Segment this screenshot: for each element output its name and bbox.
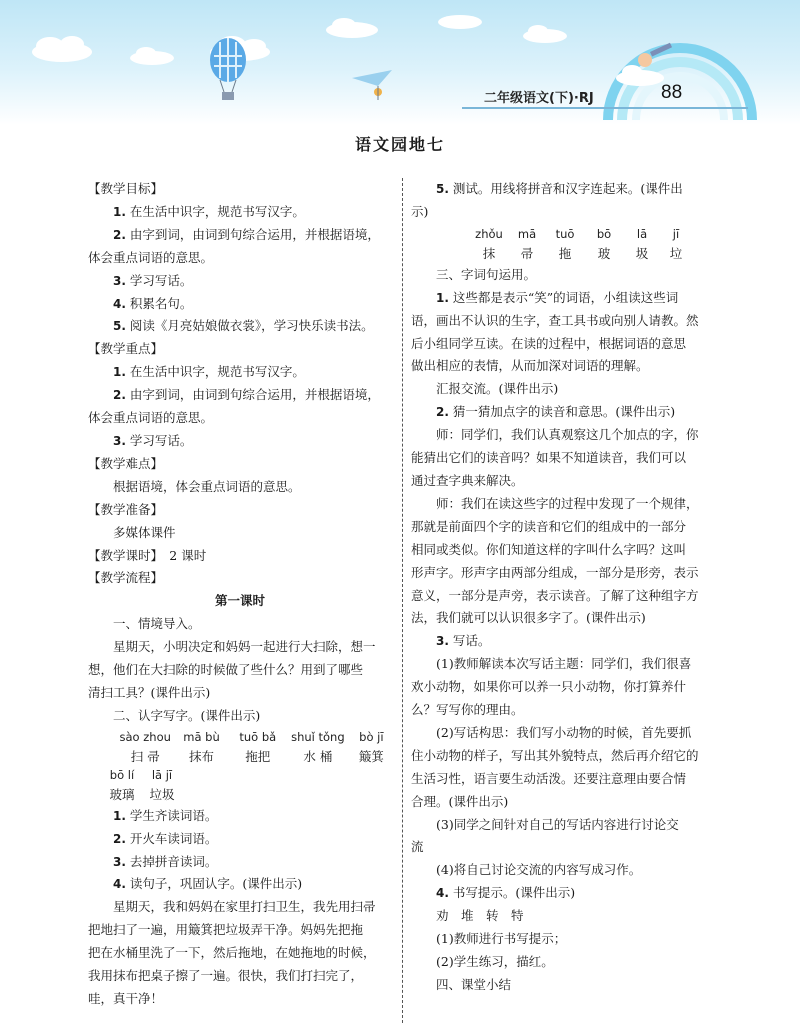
paragraph-line: 流 — [411, 839, 424, 855]
left-column — [88, 178, 392, 1011]
section-heading: 【教学准备】 — [88, 501, 164, 517]
paragraph-line: 么？写写你的理由。 — [411, 702, 524, 718]
paragraph-line: 星期天，小明决定和妈妈一起进行大扫除，想一 — [113, 639, 376, 655]
paragraph-line: (1)教师解读本次写话主题：同学们，我们很喜 — [436, 656, 692, 672]
paragraph-line: 生活习性，语言要生动活泼。还要注意理由要合情 — [411, 770, 687, 786]
paragraph-line: 做出相应的表情，从而加深对词语的理解。 — [411, 358, 649, 374]
list-item: 2. 由字到词，由词到句综合运用，并根据语境， — [113, 226, 380, 242]
test-pinyin: mā 帚 — [517, 226, 537, 261]
list-item: 5. 测试。用线将拼音和汉字连起来。(课件出 — [436, 181, 683, 196]
page-number: 88 — [661, 82, 683, 103]
paragraph-line: 合理。(课件出示) — [411, 793, 509, 809]
paragraph-line: 形声字。形声字由两部分组成，一部分是形旁，表示 — [411, 564, 699, 580]
hot-air-balloon-icon — [210, 38, 246, 100]
paragraph-line: 住小动物的样子，写出其外貌特点，然后再介绍它的 — [411, 747, 699, 763]
vocab-word: bò jī 簸箕 — [358, 729, 384, 764]
test-pinyin: bō 玻 — [596, 226, 612, 261]
vocab-row — [88, 729, 392, 767]
book-label: 二年级语文(下)·RJ — [484, 91, 594, 106]
paragraph-line: 那就是前面四个字的读音和它们的组成中的一部分 — [411, 518, 687, 534]
section-heading: 【教学流程】 — [88, 570, 164, 586]
paragraph-line: (2)学生练习，描红。 — [436, 954, 554, 969]
paragraph-line: 清扫工具？(课件出示) — [88, 684, 211, 700]
section-heading: 【教学难点】 — [88, 455, 164, 471]
cloud-icon — [438, 15, 482, 29]
list-item-cont: 体会重点词语的意思。 — [88, 410, 214, 426]
paragraph-line: 法，我们就可以认识很多字了。(课件出示) — [411, 610, 646, 626]
list-item: 5. 阅读《月亮姑娘做衣裳》，学习快乐读书法。 — [113, 318, 374, 334]
paragraph-line: 星期天，我和妈妈在家里打扫卫生，我先用扫帚 — [113, 899, 376, 915]
subsection-heading: 四、课堂小结 — [436, 976, 512, 992]
vocab-word: mā bù 抹布 — [183, 729, 220, 764]
section-heading: 【教学目标】 — [88, 181, 164, 196]
list-item: 1. 学生齐读词语。 — [113, 807, 218, 823]
list-item: 4. 读句子，巩固认字。(课件出示) — [113, 876, 303, 892]
vocab-row — [88, 767, 392, 805]
list-item: 1. 在生活中识字，规范书写汉字。 — [113, 203, 305, 219]
test-pinyin: zhǒu 抹 — [475, 226, 503, 261]
list-item: 4. 书写提示。(课件出示) — [436, 885, 576, 901]
vocab-word: shuǐ tǒng 水 桶 — [291, 729, 345, 764]
column-divider — [402, 178, 403, 1023]
header-rule — [462, 107, 748, 109]
paragraph-line: 意义，一部分是声旁，表示读音。了解了这种组字方 — [411, 587, 699, 603]
paragraph-line: 想，他们在大扫除的时候做了些什么？用到了哪些 — [88, 662, 364, 678]
subsection-heading: 三、字词句运用。 — [436, 266, 537, 282]
cloud-icon — [32, 36, 92, 62]
cloud-icon — [326, 18, 378, 38]
test-pinyin: jī 垃 — [669, 226, 683, 261]
vocab-word: bō lí 玻璃 — [109, 767, 135, 802]
page-title: 语文园地七 — [354, 135, 445, 154]
paragraph-line: (2)写话构思：我们写小动物的时候，首先要抓 — [436, 724, 692, 740]
paragraph-line: 哇，真干净！ — [88, 991, 164, 1006]
paragraph-line: 我用抹布把桌子擦了一遍。很快，我们打扫完了， — [88, 968, 364, 984]
paragraph-line: 师：我们在读这些字的过程中发现了一个规律， — [436, 495, 699, 511]
list-item: 3. 学习写话。 — [113, 272, 193, 288]
subsection-heading: 一、情境导入。 — [113, 616, 201, 632]
list-item: 1. 在生活中识字，规范书写汉字。 — [113, 364, 305, 380]
test-pinyin: tuō 拖 — [555, 226, 575, 261]
lesson-title: 第一课时 — [214, 593, 265, 609]
paragraph-line: 师：同学们，我们认真观察这几个加点的字，你 — [436, 427, 699, 443]
section-heading: 【教学课时】 2 课时 — [88, 547, 207, 563]
paragraph: 汇报交流。(课件出示) — [436, 381, 559, 397]
subsection-heading: 二、认字写字。(课件出示) — [113, 707, 261, 723]
paragraph-line: 把地扫了一遍，用簸箕把垃圾弄干净。妈妈先把拖 — [88, 922, 364, 938]
cloud-icon — [523, 25, 567, 43]
paragraph: 多媒体课件 — [113, 524, 176, 540]
cloud-icon — [130, 47, 174, 65]
test-pinyin-row — [411, 226, 716, 264]
list-item: 3. 去掉拼音读词。 — [113, 853, 218, 869]
list-item: 4. 积累名句。 — [113, 295, 193, 311]
vocab-word: lā jī 垃圾 — [149, 767, 175, 802]
list-item: 2. 猜一猜加点字的读音和意思。(课件出示) — [436, 404, 676, 420]
list-item-cont: 示) — [411, 203, 429, 219]
list-item: 2. 开火车读词语。 — [113, 830, 218, 846]
list-item: 2. 由字到词，由词到句综合运用，并根据语境， — [113, 387, 380, 403]
paragraph-line: 通过查字典来解决。 — [411, 472, 524, 488]
vocab-word: tuō bǎ 拖把 — [239, 729, 277, 764]
hang-glider-icon — [352, 70, 392, 100]
list-item: 3. 学习写话。 — [113, 432, 193, 448]
paragraph-line: (4)将自己讨论交流的内容写成习作。 — [436, 862, 642, 878]
paragraph-line: 语，画出不认识的生字，查工具书或向别人请教。然 — [411, 312, 699, 328]
paragraph-line: 相同或类似。你们知道这样的字叫什么字吗？这叫 — [411, 541, 687, 557]
practice-characters: 劝 堆 转 特 — [436, 908, 524, 924]
paragraph: 根据语境，体会重点词语的意思。 — [113, 478, 301, 494]
test-pinyin: lā 圾 — [635, 226, 649, 261]
vocab-word: sào zhou 扫 帚 — [119, 729, 171, 764]
paragraph-line: (3)同学之间针对自己的写话内容进行讨论交 — [436, 816, 679, 832]
list-item-cont: 体会重点词语的意思。 — [88, 249, 214, 265]
paragraph-line: 把在水桶里洗了一下，然后拖地，在她拖地的时候， — [88, 945, 376, 961]
paragraph-line: 能猜出它们的读音吗？如果不知道读音，我们可以 — [411, 450, 687, 466]
section-heading: 【教学重点】 — [88, 341, 164, 357]
right-column — [411, 178, 716, 997]
paragraph-line: 欢小动物，如果你可以养一只小动物，你打算养什 — [411, 679, 687, 695]
list-item: 1. 这些都是表示“笑”的词语，小组读这些词 — [436, 289, 679, 305]
paragraph-line: 后小组同学互读。在读的过程中，根据词语的意思 — [411, 335, 687, 351]
paragraph-line: (1)教师进行书写提示； — [436, 931, 567, 947]
list-item: 3. 写话。 — [436, 633, 491, 649]
